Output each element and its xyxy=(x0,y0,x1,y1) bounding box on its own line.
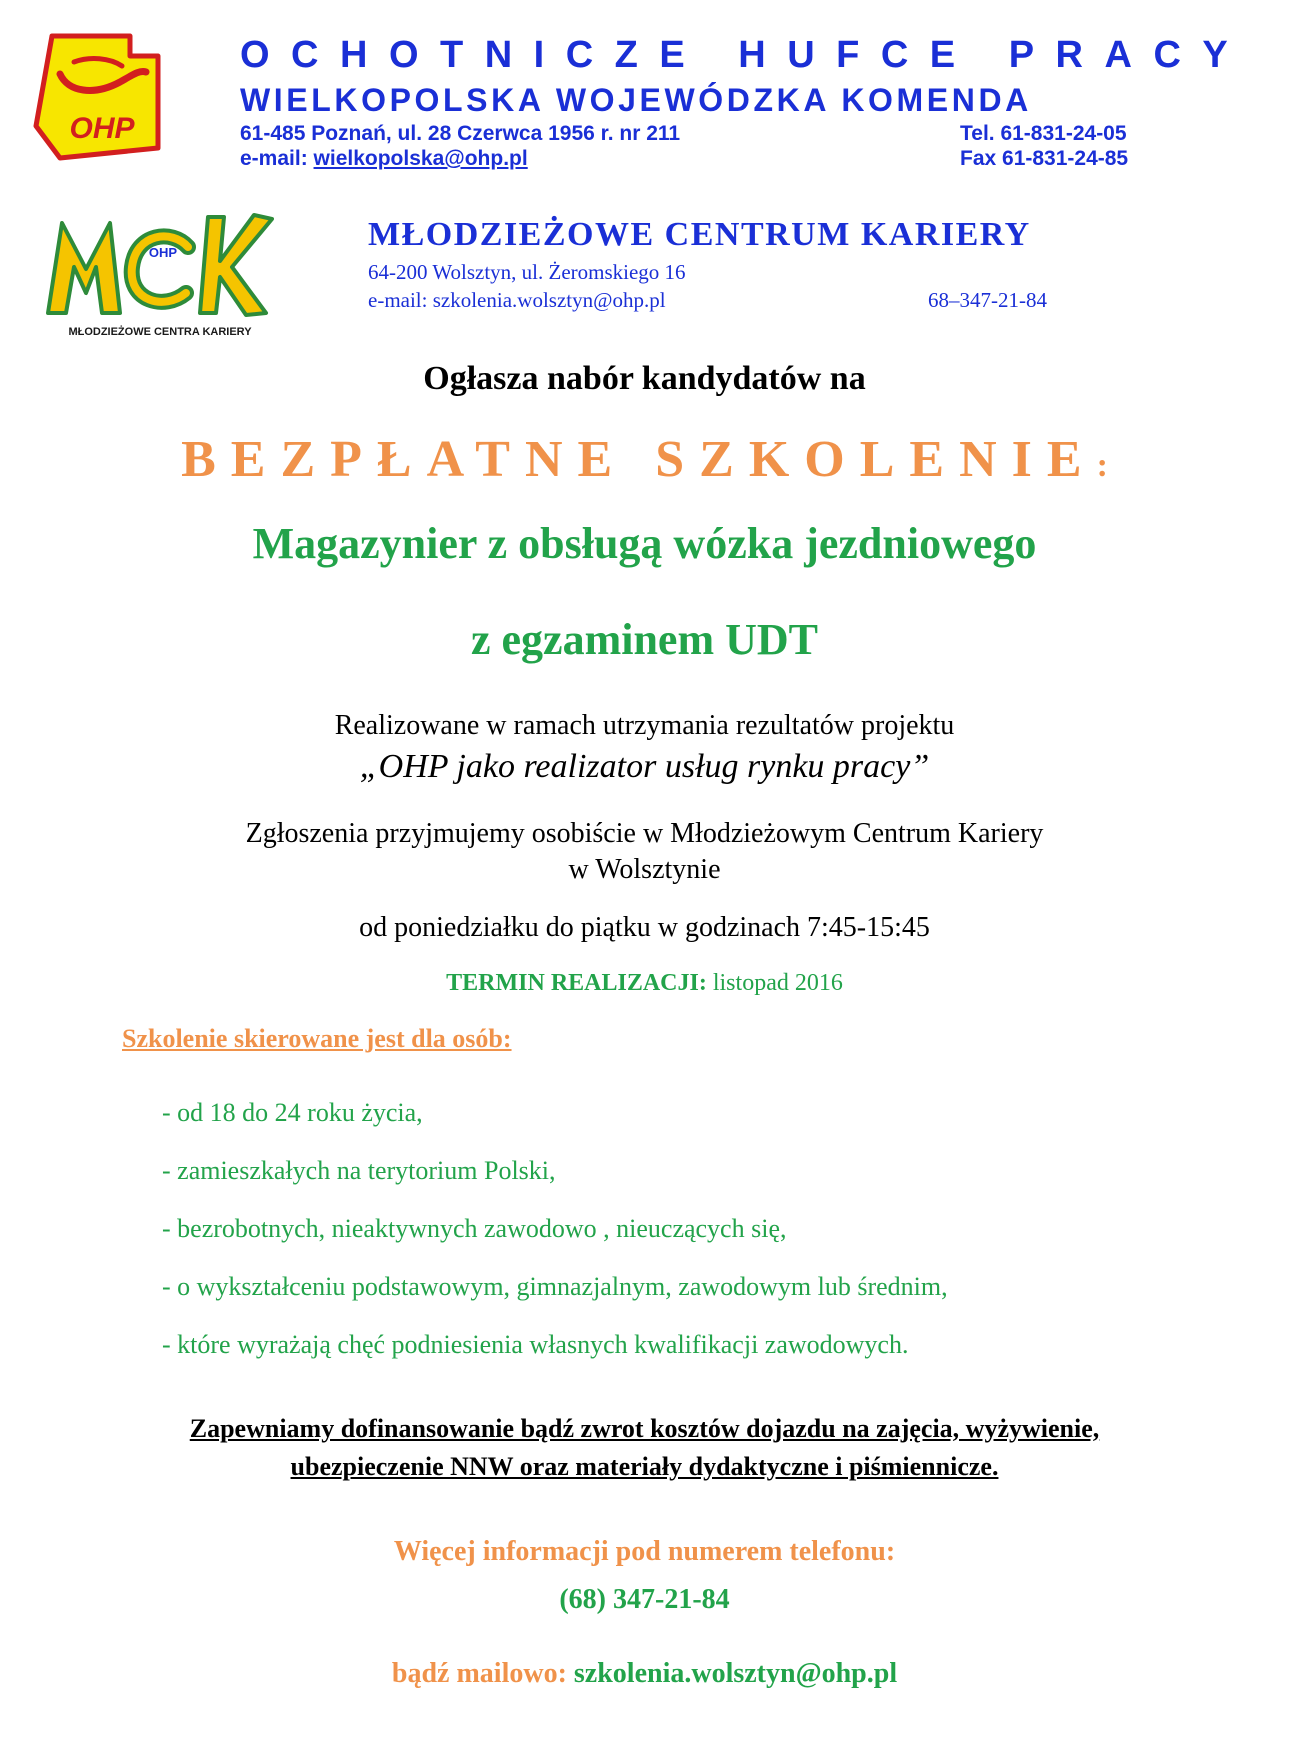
target-heading: Szkolenie skierowane jest dla osób: xyxy=(122,1024,512,1053)
course-subtitle: z egzaminem UDT xyxy=(470,615,818,664)
application-line: Zgłoszenia przyjmujemy osobiście w Młodzieżowym Centrum Kariery xyxy=(245,818,1044,849)
free-training-text: BEZPŁATNE SZKOLENIE xyxy=(181,431,1097,488)
org-tel: Tel. 61-831-24-05 xyxy=(960,122,1127,145)
criteria-item: - bezrobotnych, nieaktywnych zawodowo , nieuczących się, xyxy=(162,1214,787,1243)
org-email-label: e-mail: xyxy=(240,147,314,170)
project-name: „OHP jako realizator usług rynku pracy” xyxy=(359,748,930,785)
ohp-logo xyxy=(30,30,164,162)
contact-phone: (68) 347-21-84 xyxy=(559,1584,730,1615)
org-name: OCHOTNICZE HUFCE PRACY xyxy=(240,34,1250,76)
course-title: Magazynier z obsługą wózka jezdniowego xyxy=(252,519,1037,568)
org-subtitle: WIELKOPOLSKA WOJEWÓDZKA KOMENDA xyxy=(240,82,1032,118)
application-place: w Wolsztynie xyxy=(568,854,721,885)
mck-address: 64-200 Wolsztyn, ul. Żeromskiego 16 xyxy=(368,260,686,284)
term-label: TERMIN REALIZACJI: xyxy=(446,970,707,996)
office-hours: od poniedziałku do piątku w godzinach 7:45-15:45 xyxy=(359,912,930,943)
mck-phone: 68–347-21-84 xyxy=(928,288,1047,312)
contact-email[interactable]: szkolenia.wolsztyn@ohp.pl xyxy=(573,1658,898,1689)
funding-line: Zapewniamy dofinansowanie bądź zwrot kosztów dojazdu na zajęcia, wyżywienie, xyxy=(189,1414,1100,1443)
free-training-heading xyxy=(0,430,1289,489)
mck-email: e-mail: szkolenia.wolsztyn@ohp.pl xyxy=(368,288,666,312)
ohp-logo-text: OHP xyxy=(69,112,135,145)
mck-logo-caption: MŁODZIEŻOWE CENTRA KARIERY xyxy=(68,326,252,338)
project-line: Realizowane w ramach utrzymania rezultatów projektu xyxy=(334,710,955,741)
more-info: Więcej informacji pod numerem telefonu: xyxy=(393,1536,896,1567)
criteria-item: - o wykształceniu podstawowym, gimnazjalnym, zawodowym lub średnim, xyxy=(162,1272,948,1301)
org-email-line xyxy=(240,147,528,171)
funding-line: ubezpieczenie NNW oraz materiały dydaktyczne i piśmiennicze. xyxy=(290,1452,999,1481)
org-fax: Fax 61-831-24-85 xyxy=(960,147,1129,170)
criteria-item: - które wyrażają chęć podniesienia własnych kwalifikacji zawodowych. xyxy=(162,1330,909,1359)
org-address: 61-485 Poznań, ul. 28 Czerwca 1956 r. nr 211 xyxy=(240,122,681,145)
term-line xyxy=(0,970,1289,997)
org-email-link[interactable]: wielkopolska@ohp.pl xyxy=(313,147,528,170)
criteria-item: - od 18 do 24 roku życia, xyxy=(162,1098,423,1127)
mck-logo xyxy=(40,205,280,343)
mail-prefix: bądź mailowo: xyxy=(391,1658,574,1689)
contact-email-line xyxy=(0,1658,1289,1690)
announcement: Ogłasza nabór kandydatów na xyxy=(423,360,866,397)
criteria-item: - zamieszkałych na terytorium Polski, xyxy=(162,1156,556,1185)
mck-name: MŁODZIEŻOWE CENTRUM KARIERY xyxy=(368,216,1031,253)
mck-logo-small: OHP xyxy=(148,245,178,260)
term-value: listopad 2016 xyxy=(706,970,843,996)
free-training-colon: : xyxy=(1096,447,1108,484)
